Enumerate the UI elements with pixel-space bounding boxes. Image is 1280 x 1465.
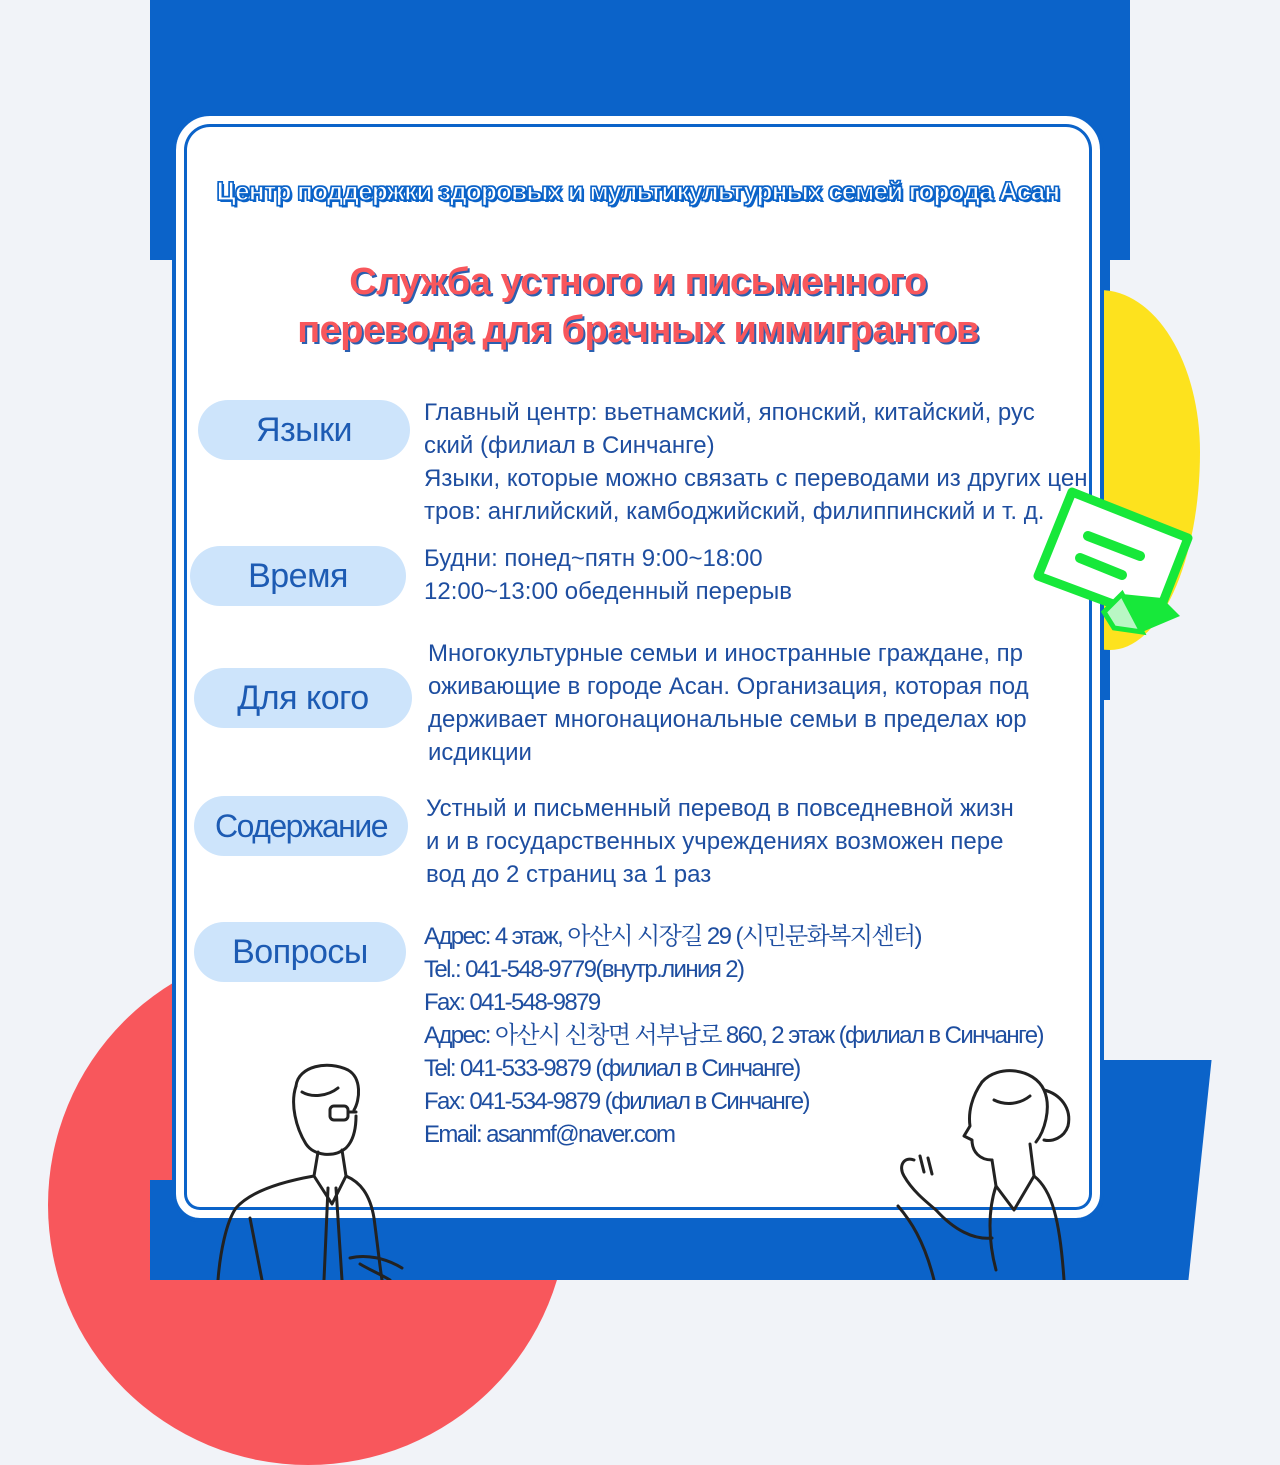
content-line: вод до 2 страниц за 1 раз <box>426 861 712 888</box>
time-line: Будни: понед~пятн 9:00~18:00 <box>424 545 763 572</box>
time-text <box>424 542 792 608</box>
contact-line: Fax: 041-548-9879 <box>424 989 600 1016</box>
content-label: Содержание <box>194 796 408 856</box>
languages-line: тров: английский, камбоджийский, филиппинский и т. д. <box>424 498 1045 525</box>
contact-line: Tel.: 041-548-9779(внутр.линия 2) <box>424 956 744 983</box>
content-text <box>426 792 1014 891</box>
contact-line: Tel: 041-533-9879 (филиал в Синчанге) <box>424 1055 800 1082</box>
languages-line: Языки, которые можно связать с переводами из других цен <box>424 465 1088 492</box>
email-line: Email: asanmf@naver.com <box>424 1121 675 1148</box>
contact-line: Адрес: 아산시 신창면 서부남로 860, 2 этаж (филиал в Синчанге) <box>424 1022 1043 1049</box>
for-whom-line: исдикции <box>428 739 532 766</box>
page-title-line-2: перевода для брачных иммигрантов <box>297 309 979 351</box>
languages-text <box>424 396 1087 528</box>
languages-label: Языки <box>198 400 410 460</box>
contact-line: Адрес: 4 этаж, 아산시 시장길 29 (시민문화복지센터) <box>424 923 921 950</box>
man-illustration <box>210 1058 410 1280</box>
languages-line: Главный центр: вьетнамский, японский, китайский, рус <box>424 399 1035 426</box>
for-whom-line: оживающие в городе Асан. Организация, которая под <box>428 673 1029 700</box>
document-pencil-icon <box>1030 482 1200 642</box>
for-whom-line: держивает многонациональные семьи в пределах юр <box>428 706 1027 733</box>
for-whom-label: Для кого <box>194 668 412 728</box>
content-line: Устный и письменный перевод в повседневной жизн <box>426 795 1014 822</box>
content-line: и и в государственных учреждениях возможен пере <box>426 828 1004 855</box>
questions-label: Вопросы <box>194 922 406 982</box>
languages-line: ский (филиал в Синчанге) <box>424 432 715 459</box>
organization-title: Центр поддержки здоровых и мультикультурных семей города Асан <box>216 176 1060 206</box>
page-title-line-1: Служба устного и письменного <box>349 261 927 303</box>
time-line: 12:00~13:00 обеденный перерыв <box>424 578 793 605</box>
contact-line: Fax: 041-534-9879 (филиал в Синчанге) <box>424 1088 809 1115</box>
for-whom-line: Многокультурные семьи и иностранные граждане, пр <box>428 640 1024 667</box>
woman-illustration <box>884 1060 1104 1280</box>
for-whom-text <box>428 637 1029 769</box>
page-title <box>172 258 1104 354</box>
time-label: Время <box>190 546 406 606</box>
